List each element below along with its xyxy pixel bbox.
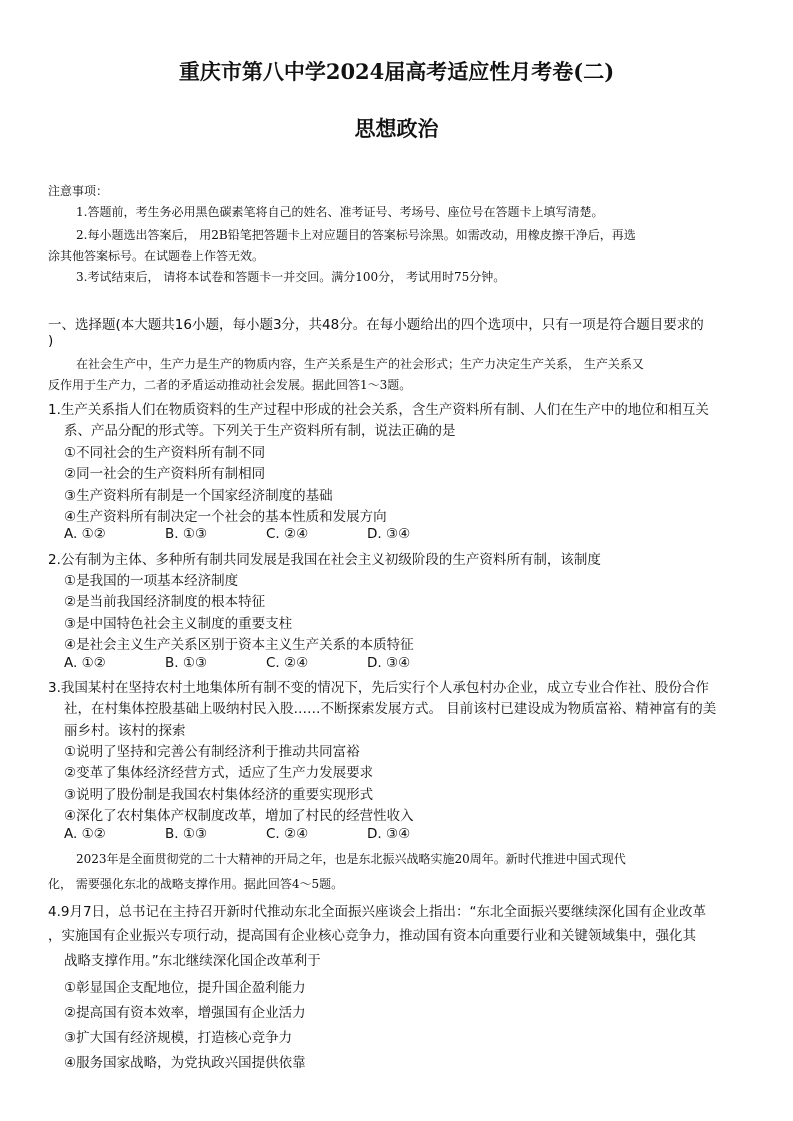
choice-b: B. ①③ (165, 826, 208, 842)
question-4-stem: ，实施国有企业振兴专项行动，提高国有企业核心竞争力，推动国有资本向重要行业和关键领域集中，强化其 (48, 928, 696, 944)
question-3-stem: 社，在村集体控股基础上吸纳村民入股……不断探索发展方式。 目前该村已建设成为物质富裕、精神富有的美 (64, 701, 717, 717)
choice-d: D. ③④ (367, 655, 411, 671)
question-1-option: ①不同社会的生产资料所有制不同 (64, 445, 266, 461)
question-1-stem: 系、产品分配的形式等。下列关于生产资料所有制，说法正确的是 (64, 423, 456, 439)
section-heading: 一、选择题(本大题共16小题，每小题3分，共48分。在每小题给出的四个选项中，只有一项是符合题目要求的 (48, 317, 704, 333)
question-1-stem: 1.生产关系指人们在物质资料的生产过程中形成的社会关系，含生产资料所有制、人们在生产中的地位和相互关 (48, 402, 709, 418)
choice-b: B. ①③ (165, 655, 208, 671)
question-2-choices (64, 655, 468, 671)
choice-d: D. ③④ (367, 526, 411, 542)
question-4-stem: 4.9月7日，总书记在主持召开新时代推动东北全面振兴座谈会上指出：“东北全面振兴要继续深化国有企业改革 (48, 904, 707, 920)
notice-item: 1.答题前，考生务必用黑色碳素笔将自己的姓名、准考证号、考场号、座位号在答题卡上填写清楚。 (76, 205, 604, 219)
material-text: 反作用于生产力，二者的矛盾运动推动社会发展。据此回答1～3题。 (48, 378, 412, 392)
question-4-option: ③扩大国有经济规模，打造核心竞争力 (64, 1030, 293, 1046)
material-text: 化， 需要强化东北的战略支撑作用。据此回答4～5题。 (48, 877, 344, 891)
choice-c: C. ②④ (266, 826, 309, 842)
choice-c: C. ②④ (266, 655, 309, 671)
choice-b: B. ①③ (165, 526, 208, 542)
exam-title: 重庆市第八中学2024届高考适应性月考卷(二) (178, 59, 615, 84)
choice-a: A. ①② (64, 526, 106, 542)
choice-d: D. ③④ (367, 826, 411, 842)
material-text: 2023年是全面贯彻党的二十大精神的开局之年，也是东北振兴战略实施20周年。新时代推进中国式现代 (76, 852, 626, 866)
question-2-option: ③是中国特色社会主义制度的重要支柱 (64, 616, 293, 632)
choice-c: C. ②④ (266, 526, 309, 542)
question-4-stem: 战略支撑作用。”东北继续深化国企改革利于 (64, 953, 321, 969)
question-3-stem: 3.我国某村在坚持农村土地集体所有制不变的情况下，先后实行个人承包村办企业，成立专业合作社、股份合作 (48, 680, 709, 696)
notice-item: 3.考试结束后， 请将本试卷和答题卡一并交回。满分100分， 考试用时75分钟。 (76, 270, 506, 284)
question-2-option: ②是当前我国经济制度的根本特征 (64, 594, 266, 610)
question-3-option: ①说明了坚持和完善公有制经济利于推动共同富裕 (64, 744, 360, 760)
question-3-option: ④深化了农村集体产权制度改革，增加了村民的经营性收入 (64, 808, 414, 824)
question-4-option: ②提高国有资本效率，增强国有企业活力 (64, 1005, 306, 1021)
subject-title: 思想政治 (354, 116, 439, 141)
material-text: 在社会生产中，生产力是生产的物质内容，生产关系是生产的社会形式；生产力决定生产关系， 生产关系又 (76, 357, 644, 371)
question-3-choices (64, 826, 468, 842)
notice-item: 2.每小题选出答案后， 用2B铅笔把答题卡上对应题目的答案标号涂黑。如需改动，用橡皮擦干净后，再选 (76, 228, 636, 242)
question-2-option: ④是社会主义生产关系区别于资本主义生产关系的本质特征 (64, 637, 414, 653)
question-1-option: ②同一社会的生产资料所有制相同 (64, 466, 266, 482)
choice-a: A. ①② (64, 655, 106, 671)
question-1-choices (64, 526, 468, 542)
section-heading-cont: ) (48, 333, 54, 349)
choice-a: A. ①② (64, 826, 106, 842)
question-1-option: ③生产资料所有制是一个国家经济制度的基础 (64, 488, 333, 504)
question-3-option: ③说明了股份制是我国农村集体经济的重要实现形式 (64, 787, 374, 803)
question-2-option: ①是我国的一项基本经济制度 (64, 573, 239, 589)
question-4-option: ④服务国家战略，为党执政兴国提供依靠 (64, 1055, 306, 1071)
question-3-stem: 丽乡村。该村的探索 (64, 723, 186, 739)
notice-item: 涂其他答案标号。在试题卷上作答无效。 (48, 249, 265, 263)
question-1-option: ④生产资料所有制决定一个社会的基本性质和发展方向 (64, 509, 387, 525)
question-3-option: ②变革了集体经济经营方式，适应了生产力发展要求 (64, 765, 374, 781)
question-4-option: ①彰显国企支配地位，提升国企盈利能力 (64, 980, 306, 996)
notice-heading: 注意事项： (48, 184, 109, 198)
question-2-stem: 2.公有制为主体、多种所有制共同发展是我国在社会主义初级阶段的生产资料所有制，该制度 (48, 552, 601, 568)
